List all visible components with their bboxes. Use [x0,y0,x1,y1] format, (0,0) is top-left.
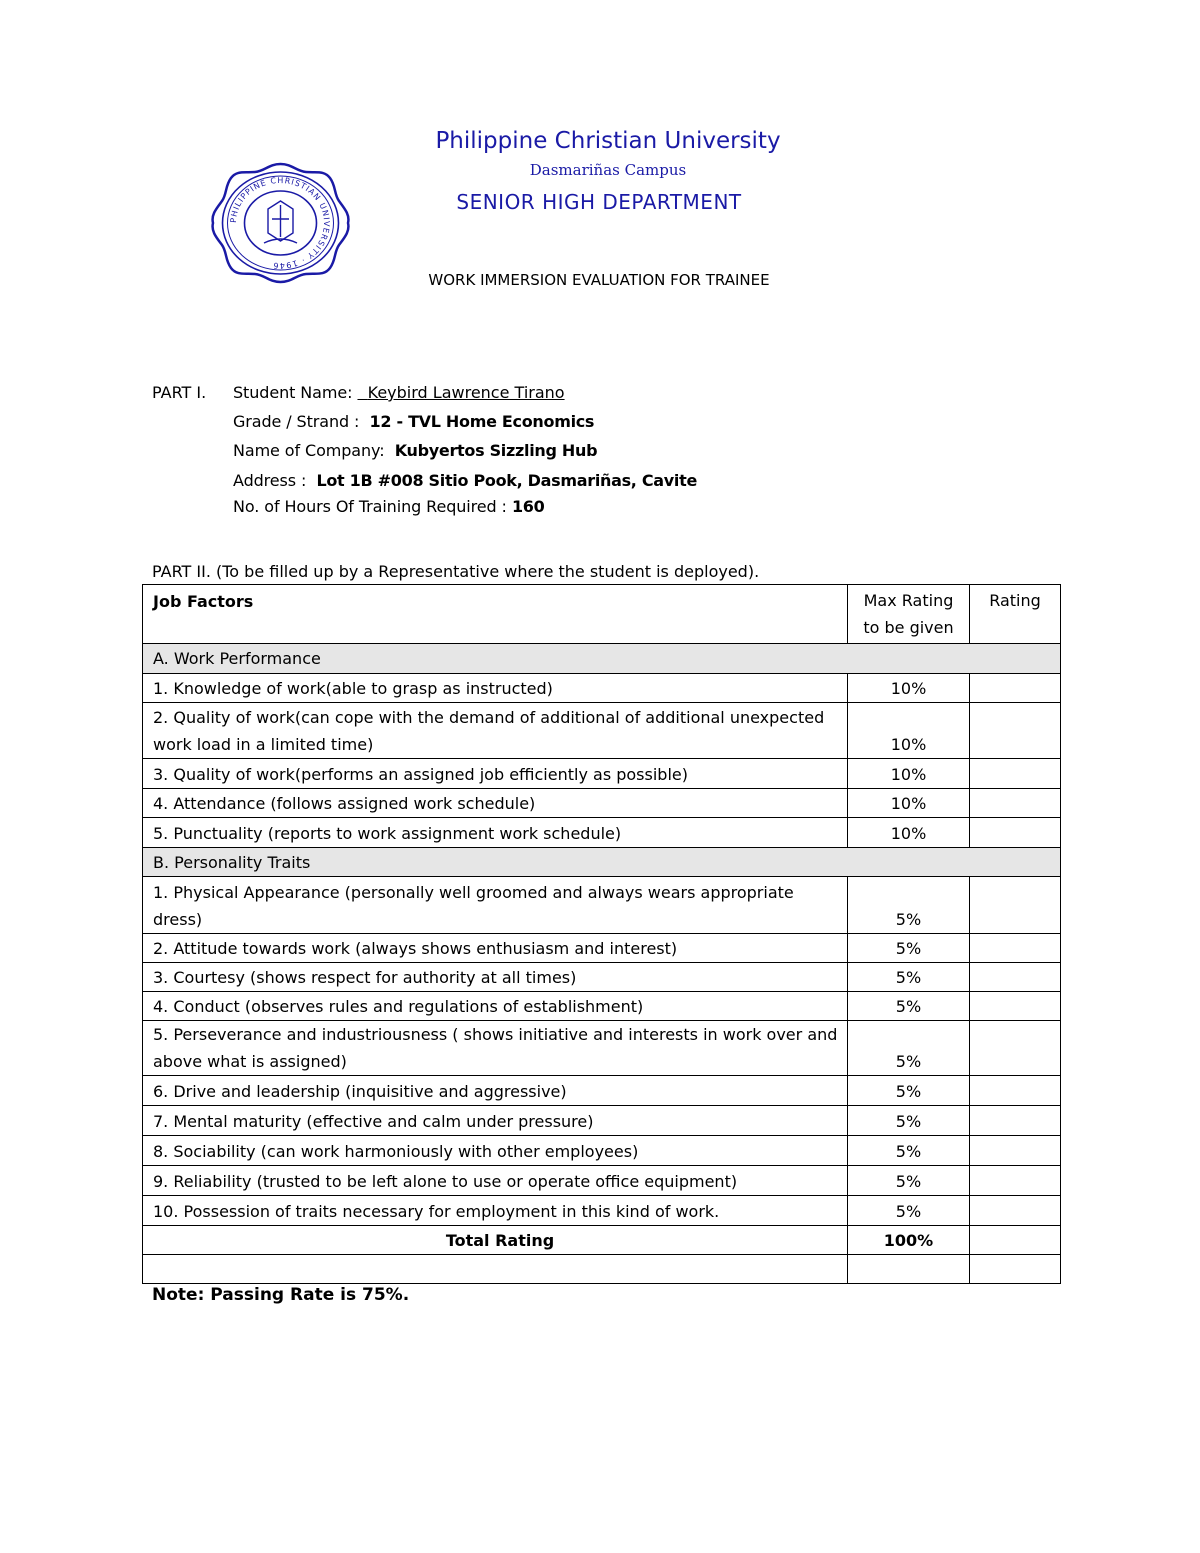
max-rating-value: 5% [848,1076,970,1106]
factor-text: 1. Knowledge of work(able to grasp as instructed) [143,674,848,703]
factor-text: 8. Sociability (can work harmoniously with other employees) [143,1136,848,1166]
university-seal-logo [208,161,353,285]
table-row [143,963,1061,992]
max-rating-value: 10% [848,759,970,789]
address-value: Lot 1B #008 Sitio Pook, Dasmariñas, Cavite [316,471,698,490]
table-row [143,1021,1061,1076]
student-name-value: Keybird Lawrence Tirano [367,383,565,402]
address-row [233,471,697,490]
header-rating: Rating [970,585,1061,644]
rating-input-cell[interactable] [970,1076,1061,1106]
factor-text: 2. Quality of work(can cope with the demand of additional of additional unexpected work load in a limited time) [143,703,848,759]
factor-text: 4. Conduct (observes rules and regulations of establishment) [143,992,848,1021]
rating-input-cell[interactable] [970,963,1061,992]
total-row [143,1226,1061,1255]
blank-cell [143,1255,848,1284]
max-rating-value: 5% [848,934,970,963]
rating-input-cell[interactable] [970,1136,1061,1166]
part1-label: PART I. [152,383,207,402]
grade-row [233,412,594,431]
rating-input-cell[interactable] [970,818,1061,848]
total-max-value: 100% [848,1226,970,1255]
section-row [143,644,1061,674]
factor-text: 2. Attitude towards work (always shows enthusiasm and interest) [143,934,848,963]
rating-input-cell[interactable] [970,703,1061,759]
total-rating-input-cell[interactable] [970,1226,1061,1255]
table-row [143,789,1061,818]
hours-value: 160 [511,497,545,516]
section-row [143,848,1061,877]
rating-input-cell[interactable] [970,1106,1061,1136]
student-name-label: Student Name: [233,383,353,402]
student-name-row [233,383,565,402]
table-row [143,818,1061,848]
university-name: Philippine Christian University [435,128,781,154]
table-row [143,992,1061,1021]
max-rating-value: 10% [848,818,970,848]
factor-text: 1. Physical Appearance (personally well groomed and always wears appropriate dress) [143,877,848,934]
table-header-row [143,585,1061,644]
rating-input-cell[interactable] [970,789,1061,818]
header-max-rating: Max Rating to be given [848,585,970,644]
blank-row [143,1255,1061,1284]
blank-cell [848,1255,970,1284]
max-rating-value: 10% [848,674,970,703]
factor-text: 7. Mental maturity (effective and calm under pressure) [143,1106,848,1136]
rating-input-cell[interactable] [970,992,1061,1021]
total-label: Total Rating [143,1226,848,1255]
table-row [143,1166,1061,1196]
address-label: Address : [233,471,307,490]
factor-text: 6. Drive and leadership (inquisitive and aggressive) [143,1076,848,1106]
table-row [143,934,1061,963]
form-title: WORK IMMERSION EVALUATION FOR TRAINEE [428,271,770,289]
rating-input-cell[interactable] [970,674,1061,703]
factor-text: 5. Perseverance and industriousness ( shows initiative and interests in work over and above what is assigned) [143,1021,848,1076]
company-row [233,441,597,460]
campus-name: Dasmariñas Campus [529,161,687,179]
max-rating-value: 5% [848,1166,970,1196]
table-row [143,877,1061,934]
table-row [143,1076,1061,1106]
max-rating-value: 5% [848,1136,970,1166]
max-rating-value: 5% [848,1021,970,1076]
department-name: SENIOR HIGH DEPARTMENT [456,190,742,214]
evaluation-table [142,584,1061,1284]
factor-text: 3. Courtesy (shows respect for authority at all times) [143,963,848,992]
svg-text:PHILIPPINE CHRISTIAN UNIVERSIT: PHILIPPINE CHRISTIAN UNIVERSITY · 1946 [228,175,332,271]
factor-text: 3. Quality of work(performs an assigned job efficiently as possible) [143,759,848,789]
max-rating-value: 10% [848,703,970,759]
max-rating-value: 5% [848,992,970,1021]
table-row [143,674,1061,703]
hours-row [233,497,544,516]
factor-text: 5. Punctuality (reports to work assignment work schedule) [143,818,848,848]
max-rating-value: 5% [848,1106,970,1136]
hours-label: No. of Hours Of Training Required : [233,497,507,516]
part2-intro: PART II. (To be filled up by a Representative where the student is deployed). [152,562,760,581]
factor-text: 10. Possession of traits necessary for employment in this kind of work. [143,1196,848,1226]
factor-text: 4. Attendance (follows assigned work schedule) [143,789,848,818]
max-rating-value: 10% [848,789,970,818]
passing-rate-note: Note: Passing Rate is 75%. [152,1285,410,1305]
grade-value: 12 - TVL Home Economics [369,412,595,431]
factor-text: 9. Reliability (trusted to be left alone to use or operate office equipment) [143,1166,848,1196]
rating-input-cell[interactable] [970,1166,1061,1196]
max-rating-value: 5% [848,963,970,992]
header-job-factors: Job Factors [143,585,848,644]
table-row [143,1196,1061,1226]
max-rating-value: 5% [848,1196,970,1226]
rating-input-cell[interactable] [970,877,1061,934]
rating-input-cell[interactable] [970,934,1061,963]
table-row [143,703,1061,759]
section-a-title: A. Work Performance [143,644,1061,674]
blank-cell [970,1255,1061,1284]
section-b-title: B. Personality Traits [143,848,1061,877]
company-value: Kubyertos Sizzling Hub [394,441,598,460]
max-rating-value: 5% [848,877,970,934]
table-row [143,1136,1061,1166]
grade-label: Grade / Strand : [233,412,360,431]
table-row [143,759,1061,789]
rating-input-cell[interactable] [970,1196,1061,1226]
rating-input-cell[interactable] [970,1021,1061,1076]
company-label: Name of Company: [233,441,385,460]
rating-input-cell[interactable] [970,759,1061,789]
table-row [143,1106,1061,1136]
